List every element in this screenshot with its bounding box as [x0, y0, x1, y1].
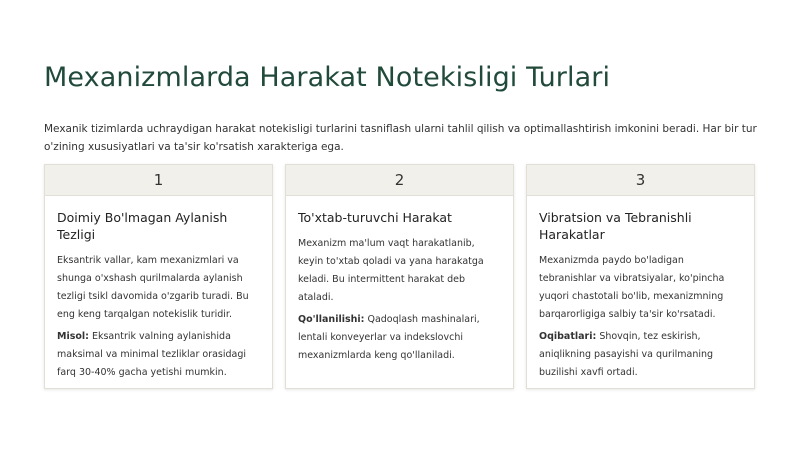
card-detail-text: Eksantrik valning aylanishida maksimal va minimal tezliklar orasidagi farq 30-40% gacha yetishi mumkin.	[57, 331, 247, 378]
card-detail-label: Qo'llanilishi:	[298, 314, 365, 325]
card-body	[286, 196, 513, 365]
card-detail-text: Shovqin, tez eskirish, aniqlikning pasayishi va qurilmaning buzilishi xavfi ortadi.	[539, 331, 714, 378]
card-description: Eksantrik vallar, kam mexanizmlari va shunga o'xshash qurilmalarda aylanish tezligi tsikl davomida o'zgarib turadi. Bu eng keng tarqalgan notekislik turidir.	[57, 255, 249, 320]
card-1	[44, 164, 273, 389]
card-description: Mexanizmda paydo bo'ladigan tebranishlar va vibratsiyalar, ko'pincha yuqori chastotali bo'lib, mexanizmning barqarorligiga salbiy ta'sir ko'rsatadi.	[539, 255, 725, 320]
intro-paragraph: Mexanik tizimlarda uchraydigan harakat notekisligi turlarini tasniflash ularni tahlil qilish va optimallashtirish imkonini beradi. Har bir tur o'zining xususiyatlari va ta'sir ko'rsatish xarakteriga ega.	[44, 123, 757, 153]
card-number: 3	[527, 165, 754, 196]
card-detail-text: Qadoqlash mashinalari, lentali konveyerlar va indekslovchi mexanizmlarda keng qo'llaniladi.	[298, 314, 480, 361]
card-detail	[57, 328, 260, 382]
card-detail	[298, 311, 501, 365]
card-title: Doimiy Bo'lmagan Aylanish Tezligi	[57, 210, 228, 242]
card-title: To'xtab-turuvchi Harakat	[298, 210, 452, 225]
card-body	[45, 196, 272, 382]
card-3	[526, 164, 755, 389]
card-description: Mexanizm ma'lum vaqt harakatlanib, keyin to'xtab qoladi va yana harakatga keladi. Bu intermittent harakat deb ataladi.	[298, 238, 484, 303]
card-body	[527, 196, 754, 382]
cards-row	[44, 164, 755, 389]
card-number: 1	[45, 165, 272, 196]
card-title: Vibratsion va Tebranishli Harakatlar	[539, 210, 692, 242]
card-detail-label: Oqibatlari:	[539, 331, 597, 342]
card-2	[285, 164, 514, 389]
card-detail	[539, 328, 742, 382]
card-number: 2	[286, 165, 513, 196]
page-title: Mexanizmlarda Harakat Notekisligi Turlari	[44, 62, 611, 93]
card-detail-label: Misol:	[57, 331, 89, 342]
